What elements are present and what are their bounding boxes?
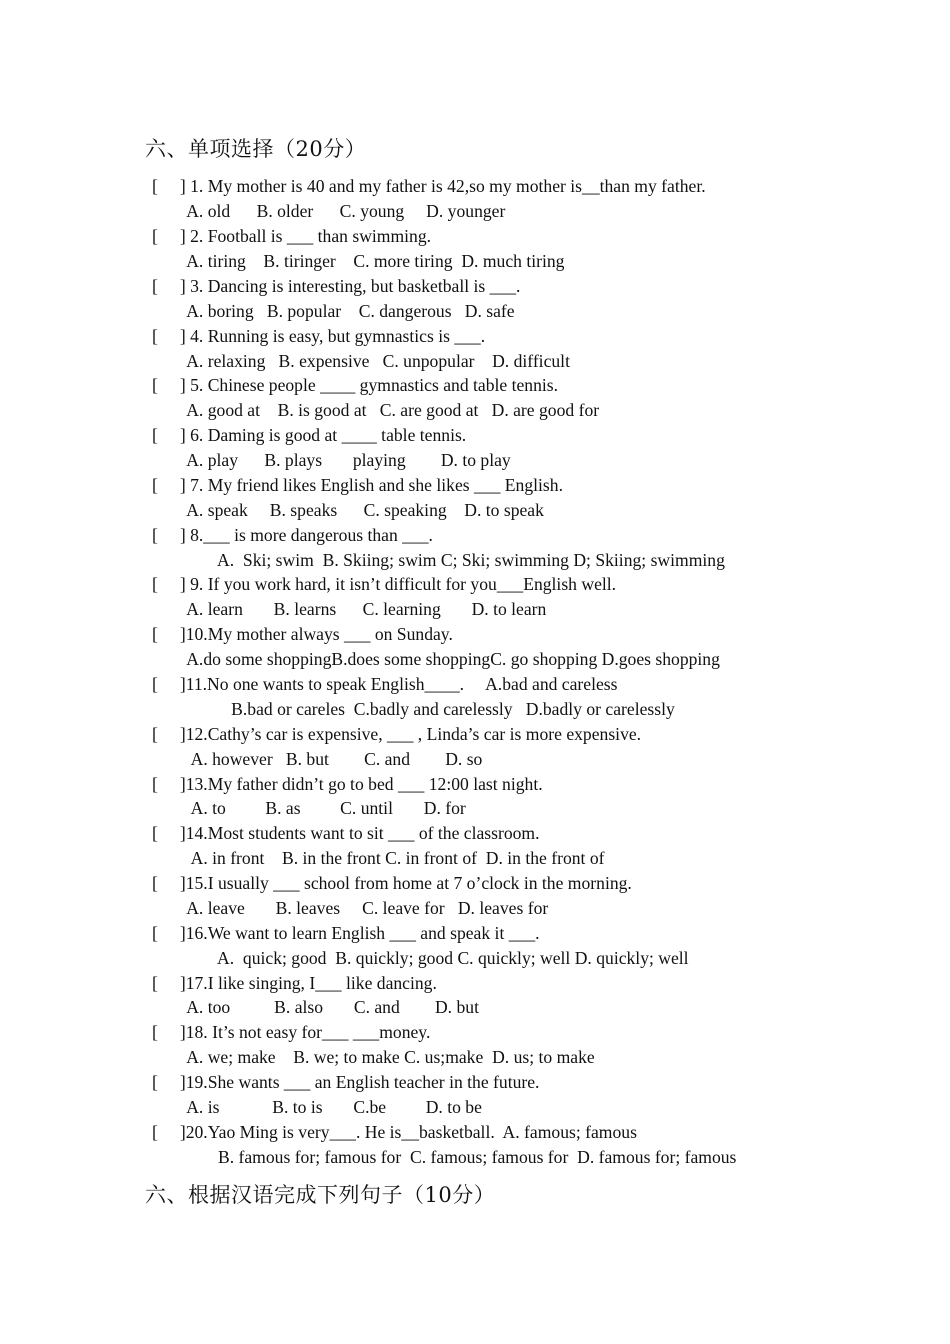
options-line: A. we; make B. we; to make C. us;make D. us; to make — [152, 1047, 595, 1067]
options-line: A. good at B. is good at C. are good at D. are good for — [152, 400, 600, 420]
section-title-multiple-choice: 六、单项选择（20分） — [145, 137, 367, 161]
options-line: A. too B. also C. and D. but — [152, 997, 479, 1017]
question-line: [ ]10.My mother always ___ on Sunday. — [152, 624, 453, 644]
question-line: [ ] 6. Daming is good at ____ table tennis. — [152, 425, 467, 445]
question-line: [ ]16.We want to learn English ___ and speak it ___. — [152, 923, 540, 943]
question-line: [ ]15.I usually ___ school from home at 7 o’clock in the morning. — [152, 873, 632, 893]
options-line: B. famous for; famous for C. famous; famous for D. famous for; famous — [152, 1147, 737, 1167]
options-line: A. play B. plays playing D. to play — [152, 450, 511, 470]
question-line: [ ] 5. Chinese people ____ gymnastics and table tennis. — [152, 375, 559, 395]
options-line: A.do some shoppingB.does some shoppingC. go shopping D.goes shopping — [152, 649, 720, 669]
question-line: [ ]20.Yao Ming is very___. He is__basketball. A. famous; famous — [152, 1122, 637, 1142]
options-line: A. is B. to is C.be D. to be — [152, 1097, 482, 1117]
question-line: [ ] 7. My friend likes English and she likes ___ English. — [152, 475, 563, 495]
question-line: [ ]18. It’s not easy for___ ___money. — [152, 1022, 431, 1042]
options-line: A. in front B. in the front C. in front of D. in the front of — [152, 848, 605, 868]
question-line: [ ]11.No one wants to speak English____. A.bad and careless — [152, 674, 618, 694]
question-line: [ ] 2. Football is ___ than swimming. — [152, 226, 432, 246]
options-line: A. to B. as C. until D. for — [152, 798, 466, 818]
question-line: [ ]19.She wants ___ an English teacher in the future. — [152, 1072, 540, 1092]
question-line: [ ]12.Cathy’s car is expensive, ___ , Linda’s car is more expensive. — [152, 724, 642, 744]
question-line: [ ] 8.___ is more dangerous than ___. — [152, 525, 433, 545]
options-line: A. leave B. leaves C. leave for D. leaves for — [152, 898, 549, 918]
options-line: A. however B. but C. and D. so — [152, 749, 483, 769]
question-line: [ ]14.Most students want to sit ___ of the classroom. — [152, 823, 540, 843]
options-line: A. tiring B. tiringer C. more tiring D. much tiring — [152, 251, 565, 271]
options-line: A. relaxing B. expensive C. unpopular D. difficult — [152, 351, 570, 371]
question-line: [ ] 1. My mother is 40 and my father is 42,so my mother is__than my father. — [152, 176, 706, 196]
question-line: [ ] 9. If you work hard, it isn’t difficult for you___English well. — [152, 574, 617, 594]
question-line: [ ]17.I like singing, I___ like dancing. — [152, 973, 437, 993]
question-line: [ ]13.My father didn’t go to bed ___ 12:00 last night. — [152, 774, 543, 794]
question-line: [ ] 4. Running is easy, but gymnastics is ___. — [152, 326, 486, 346]
section-title-translation: 六、根据汉语完成下列句子（10分） — [145, 1183, 496, 1207]
options-line: A. speak B. speaks C. speaking D. to speak — [152, 500, 544, 520]
question-line: [ ] 3. Dancing is interesting, but basketball is ___. — [152, 276, 521, 296]
options-line: B.bad or careles C.badly and carelessly D.badly or carelessly — [152, 699, 675, 719]
options-line: A. learn B. learns C. learning D. to learn — [152, 599, 547, 619]
options-line: A. boring B. popular C. dangerous D. safe — [152, 301, 515, 321]
options-line: A. old B. older C. young D. younger — [152, 201, 506, 221]
options-line: A. Ski; swim B. Skiing; swim C; Ski; swimming D; Skiing; swimming — [152, 550, 725, 570]
options-line: A. quick; good B. quickly; good C. quickly; well D. quickly; well — [152, 948, 689, 968]
